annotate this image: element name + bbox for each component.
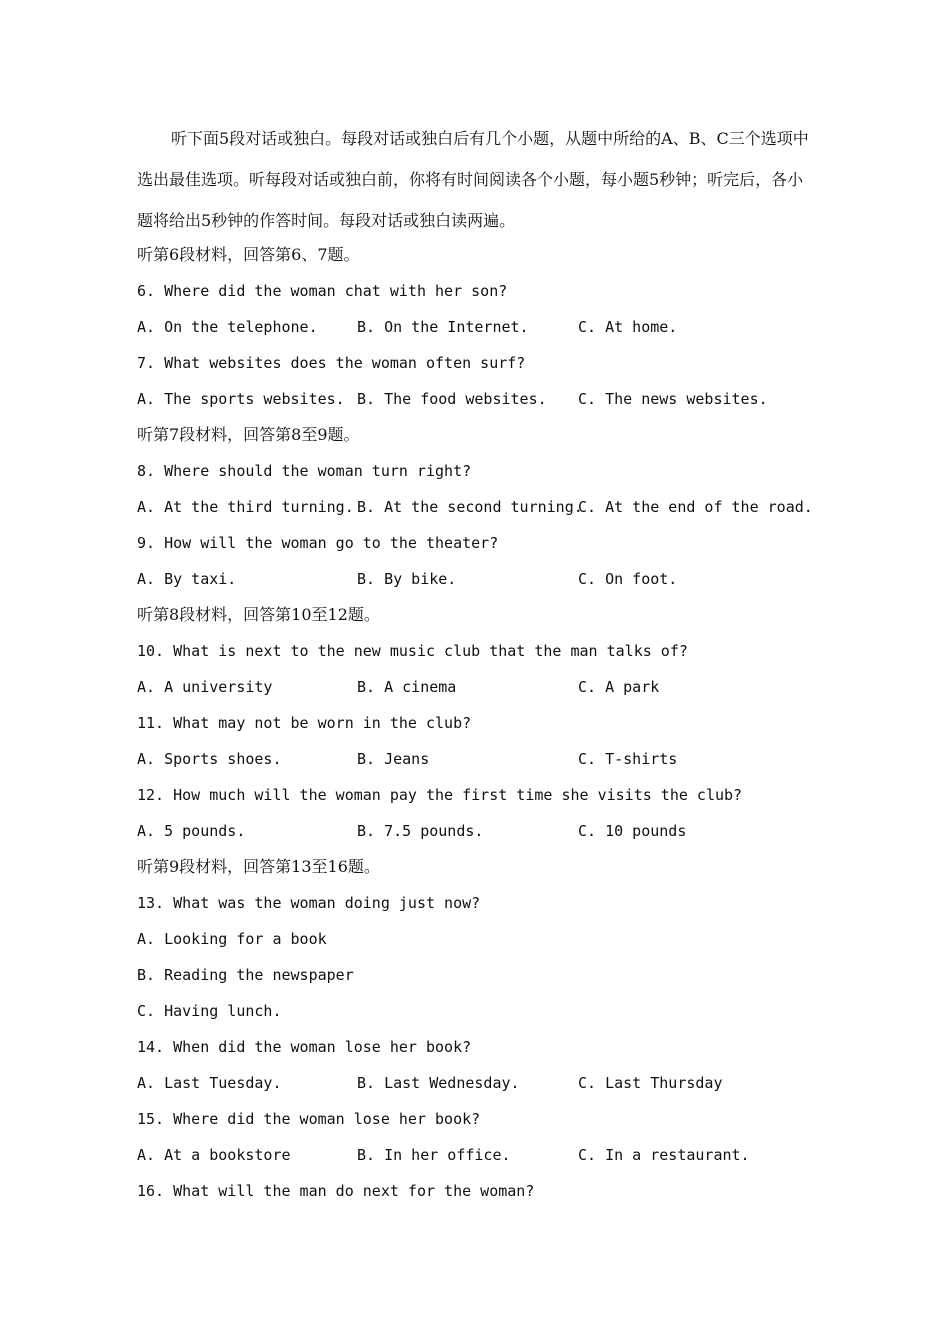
option-6c: C. At home. [578,318,678,336]
option-11a: A. Sports shoes. [137,750,282,768]
option-14a: A. Last Tuesday. [137,1074,282,1092]
options-14 [137,1071,837,1095]
options-7 [137,387,837,411]
option-11b: B. Jeans [357,750,430,768]
question-7: 7. What websites does the woman often surf? [137,354,526,372]
option-13b: B. Reading the newspaper [137,966,354,984]
option-10a: A. A university [137,678,273,696]
option-7a: A. The sports websites. [137,390,345,408]
question-12: 12. How much will the woman pay the first time she visits the club? [137,786,743,804]
options-9 [137,567,837,591]
instructions-paragraph: 听下面5段对话或独白。每段对话或独白后有几个小题，从题中所给的A、B、C三个选项中选出最佳选项。听每段对话或独白前，你将有时间阅读各个小题，每小题5秒钟；听完后，各小题将给出5秒钟的作答时间。每段对话或独白读两遍。 [137,129,809,230]
question-8: 8. Where should the woman turn right? [137,462,472,480]
question-16: 16. What will the man do next for the woman? [137,1182,535,1200]
option-14c: C. Last Thursday [578,1074,723,1092]
option-9b: B. By bike. [357,570,457,588]
question-11: 11. What may not be worn in the club? [137,714,472,732]
option-15b: B. In her office. [357,1146,511,1164]
option-7c: C. The news websites. [578,390,768,408]
option-9c: C. On foot. [578,570,678,588]
option-14b: B. Last Wednesday. [357,1074,520,1092]
option-12c: C. 10 pounds [578,822,687,840]
options-11 [137,747,837,771]
option-7b: B. The food websites. [357,390,547,408]
option-10c: C. A park [578,678,660,696]
option-12a: A. 5 pounds. [137,822,246,840]
question-10: 10. What is next to the new music club that the man talks of? [137,642,688,660]
question-9: 9. How will the woman go to the theater? [137,534,499,552]
section-heading-9: 听第9段材料，回答第13至16题。 [137,857,380,876]
options-12 [137,819,837,843]
option-8b: B. At the second turning. [357,498,583,516]
section-heading-6: 听第6段材料，回答第6、7题。 [137,245,360,264]
option-12b: B. 7.5 pounds. [357,822,484,840]
options-10 [137,675,837,699]
option-8a: A. At the third turning. [137,498,354,516]
options-6 [137,315,837,339]
option-15a: A. At a bookstore [137,1146,291,1164]
question-15: 15. Where did the woman lose her book? [137,1110,481,1128]
option-10b: B. A cinema [357,678,457,696]
options-8 [137,495,837,519]
option-6b: B. On the Internet. [357,318,529,336]
section-heading-8: 听第8段材料，回答第10至12题。 [137,605,380,624]
section-heading-7: 听第7段材料，回答第8至9题。 [137,425,360,444]
option-13c: C. Having lunch. [137,1002,282,1020]
option-15c: C. In a restaurant. [578,1146,750,1164]
options-15 [137,1143,837,1167]
question-6: 6. Where did the woman chat with her son? [137,282,508,300]
option-11c: C. T-shirts [578,750,678,768]
question-14: 14. When did the woman lose her book? [137,1038,472,1056]
question-13: 13. What was the woman doing just now? [137,894,481,912]
option-13a: A. Looking for a book [137,930,327,948]
option-6a: A. On the telephone. [137,318,318,336]
option-8c: C. At the end of the road. [578,498,813,516]
option-9a: A. By taxi. [137,570,237,588]
